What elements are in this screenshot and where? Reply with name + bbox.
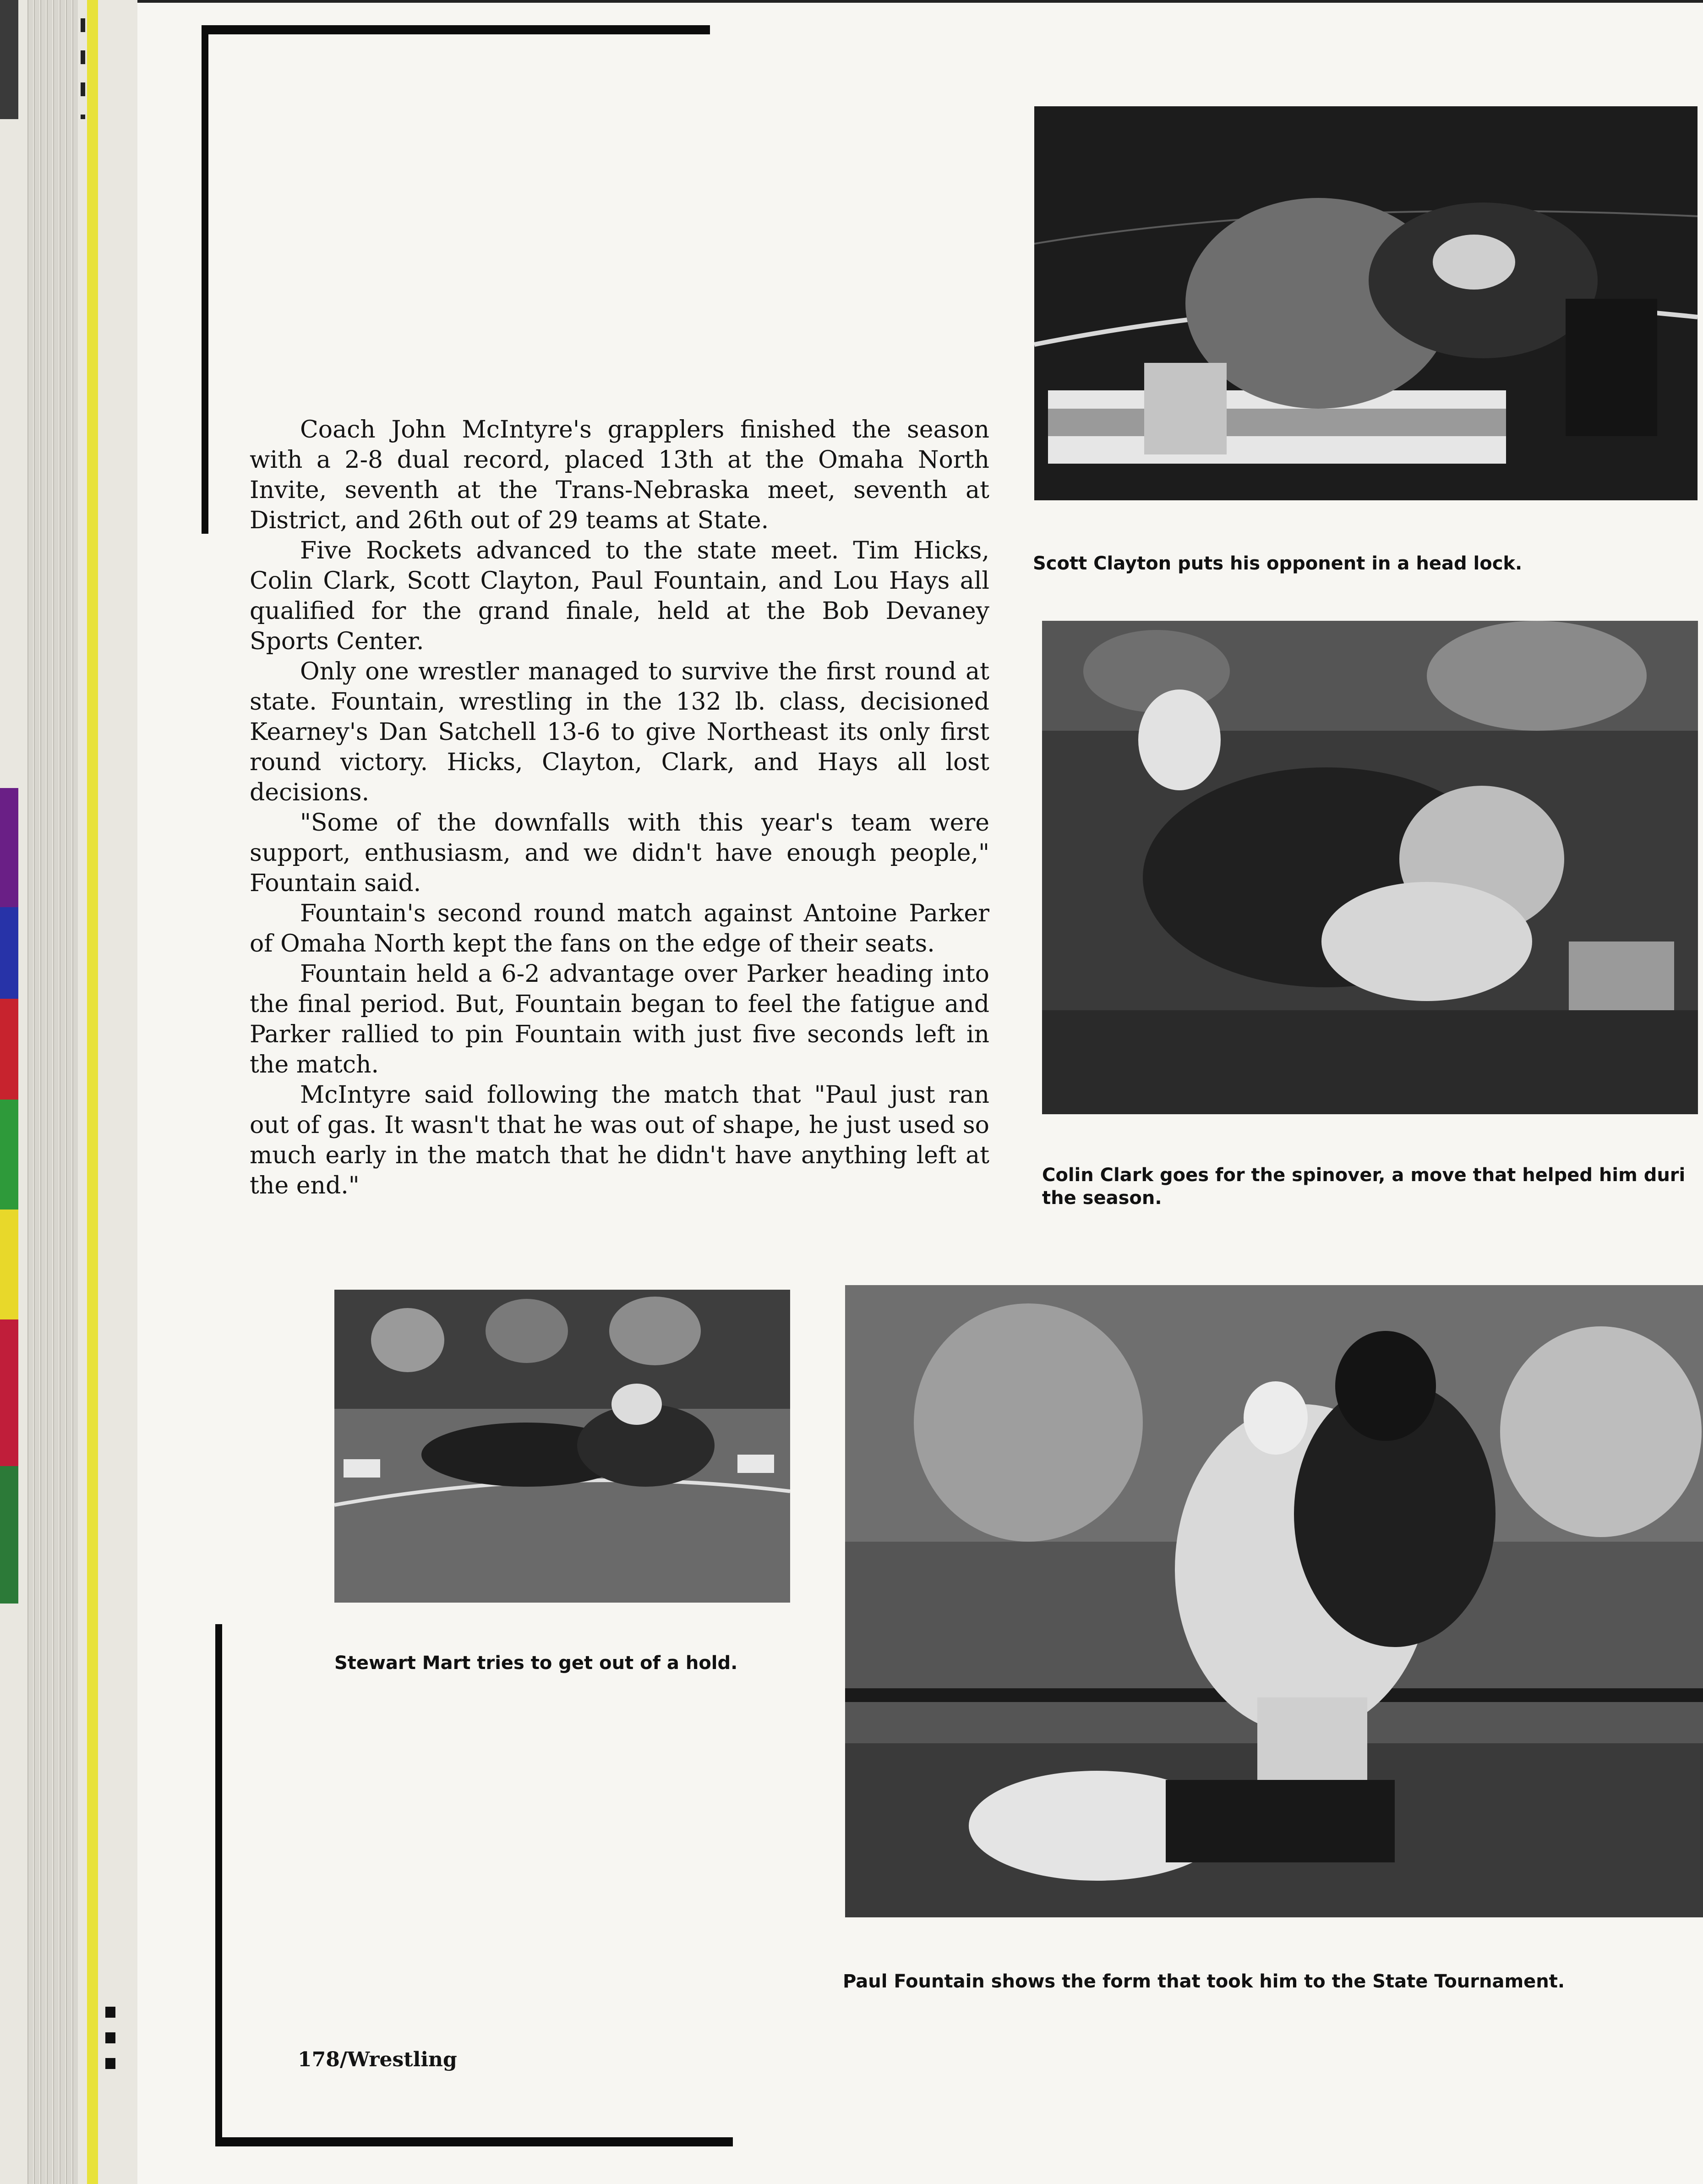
article-paragraph: "Some of the downfalls with this year's team were support, enthusiasm, and we didn't have enough people," Fountain said. — [250, 809, 989, 897]
caption-paul-fountain: Paul Fountain shows the form that took him to the State Tournament. — [843, 1971, 1565, 1992]
article-paragraph: Coach John McIntyre's grapplers finished the season with a 2-8 dual record, placed 13th at the Omaha North Invite, seventh at the Trans-Nebraska meet, seventh at District, and 26th out of 29 teams at State. — [250, 416, 989, 534]
article-paragraph: McIntyre said following the match that "Paul just ran out of gas. It wasn't that he was out of shape, he just used so much early in the match that he didn't have anything left at the end." — [250, 1081, 989, 1199]
top-bracket-rule — [202, 25, 710, 34]
page-folio: 178/Wrestling — [298, 2048, 457, 2071]
left-bracket-rule-bottom — [215, 1624, 222, 2146]
caption-scott-clayton: Scott Clayton puts his opponent in a head lock. — [1033, 553, 1523, 574]
page-edge-stack — [0, 0, 137, 2184]
bottom-bracket-rule — [215, 2137, 733, 2146]
article-paragraph: Only one wrestler managed to survive the first round at state. Fountain, wrestling in the 132 lb. class, decisioned Kearney's Dan Satchell 13-6 to give Northeast its only first round victory. Hicks, Clayton, Clark, and Hays all lost decisions. — [250, 658, 989, 806]
article-paragraph: Fountain's second round match against Antoine Parker of Omaha North kept the fans on the edge of their seats. — [250, 900, 989, 958]
photo-paul-fountain-form — [845, 1285, 1703, 1917]
article-paragraph: Five Rockets advanced to the state meet. Tim Hicks, Colin Clark, Scott Clayton, Paul Fountain, and Lou Hays all qualified for the grand finale, held at the Bob Devaney Sports Center. — [250, 537, 989, 655]
article-paragraph: Fountain held a 6-2 advantage over Parker heading into the final period. But, Fountain began to feel the fatigue and Parker rallied to pin Fountain with just five seconds left in the match. — [250, 960, 989, 1078]
top-page-rule — [137, 0, 1703, 3]
left-bracket-rule-top — [202, 25, 208, 534]
article-body — [250, 415, 989, 1201]
caption-stewart-mart: Stewart Mart tries to get out of a hold. — [334, 1653, 738, 1674]
photo-scott-clayton-head-lock — [1034, 106, 1698, 500]
photo-stewart-mart-hold — [334, 1290, 790, 1603]
photo-colin-clark-spinover — [1042, 621, 1698, 1114]
caption-colin-clark: Colin Clark goes for the spinover, a move that helped him duri the season. — [1042, 1165, 1686, 1209]
